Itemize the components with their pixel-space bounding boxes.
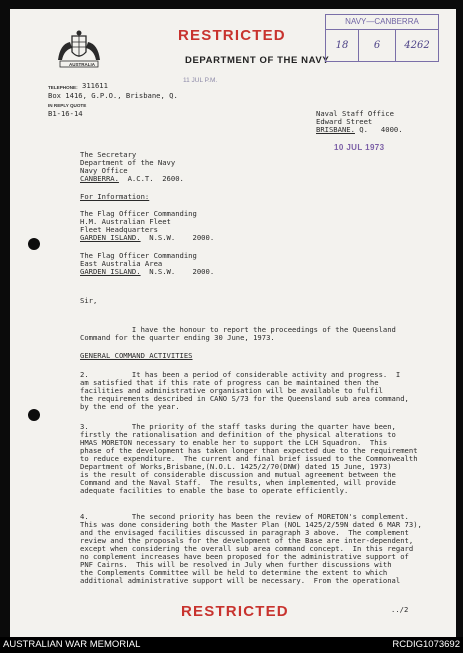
recipient-line-3: Navy Office [80,166,128,175]
sender-city: BRISBANE. [316,125,355,134]
recipient-state-post: A.C.T. 2600. [118,174,184,183]
paragraph-line: HMAS MORETON necessary to enable her to support the LCH Squadron. This [80,438,388,447]
paragraph-line: am satisfied that if this rate of progress can be maintained then the [80,378,379,387]
for-information-label: For Information: [80,192,150,201]
paragraph-line: review and the proposals for the development of the Base are inter-dependent, [80,536,414,545]
paragraph-line: phase of the development has taken longer than expected due to the requirement [80,446,418,455]
telephone-number: 311611 [82,81,108,90]
paragraph-line: the requirements described in CANO S/73 for the Queensland sub area command, [80,394,409,403]
sender-line-3 [316,126,403,134]
sender-line-1: Naval Staff Office [316,109,394,118]
paragraph-line: additional administrative support will be necessary. From the operational [80,576,401,585]
section-heading: GENERAL COMMAND ACTIVITIES [80,351,193,360]
recipient-city: CANBERRA. [80,174,119,183]
paragraph-line: firstly the rationalisation and definition of the physical alterations to [80,430,396,439]
footer-source: AUSTRALIAN WAR MEMORIAL [3,639,141,650]
recipient-line-4 [80,175,184,183]
archive-footer [0,637,463,653]
paragraph-line: Command and the Naval Staff. The results, when implemented, will provide [80,478,396,487]
department-title: DEPARTMENT OF THE NAVY [185,55,330,66]
return-address: Box 1416, G.P.O., Brisbane, Q. [48,91,178,100]
punch-hole-top [28,238,40,250]
paragraph-line: This was done considering both the Master Plan (NOL 1425/2/59N dated 6 MAR 73), [80,520,422,529]
recipient-line-2: Department of the Navy [80,158,176,167]
paragraph-line: and the envisaged facilities discussed in paragraph 3 above. The complement [80,528,409,537]
paragraph-line: 3. The priority of the staff tasks during the quarter have been, [80,422,396,431]
intro-line-2: Command for the quarter ending 30 June, 1973. [80,333,275,342]
sender-state-post: Q. 4000. [354,125,403,134]
classification-top: RESTRICTED [178,27,286,44]
paragraph-line: 4. The second priority has been the review of MORETON's complement. [80,512,409,521]
stamp-title: NAVY—CANBERRA [326,15,438,30]
telephone-label: TELEPHONE: [48,85,78,90]
cc1-line-1: The Flag Officer Commanding [80,209,197,218]
cc1-line-3: Fleet Headquarters [80,225,158,234]
paragraph-line: to reduce expenditure. The current and final brief issued to the Commonwealth [80,454,418,463]
reply-quote-label: IN REPLY QUOTE [48,103,87,108]
cc2-line-1: The Flag Officer Commanding [80,251,197,260]
paragraph-line: adequate facilities to enable the base to operate efficiently. [80,486,349,495]
paragraph-line: is the result of considerable discussion and mutual agreement between the [80,470,396,479]
paragraph-line: by the end of the year. [80,402,180,411]
cc1-line-4 [80,234,214,242]
coat-of-arms-crest [50,30,108,70]
cc1-place: GARDEN ISLAND. [80,233,141,242]
stamp-cell-2: 6 [359,30,396,61]
page-continuation: ../2 [391,605,409,614]
paragraph-line: 2. It has been a period of considerable activity and progress. I [80,370,401,379]
stamp-cell-1: 18 [326,30,359,61]
recipient-line-1: The Secretary [80,150,137,159]
paragraph-line: PNF Cairns. This will be resolved in July when further discussions with [80,560,392,569]
pencil-annotation: 11 JUL P.M. [183,77,218,84]
intro-line-1: I have the honour to report the proceedings of the Queensland [80,325,396,334]
paragraph-line: the Complements Committee will be held to determine the extent to which [80,568,388,577]
cc2-line-2: East Australia Area [80,259,163,268]
paragraph-line: except when considering the overall sub area command concept. In this regard [80,544,414,553]
classification-bottom: RESTRICTED [181,603,289,620]
cc1-state-post: N.S.W. 2000. [140,233,215,242]
cc2-line-3 [80,268,214,276]
paragraph-line: no complement increases have been proposed for the administrative support of [80,552,409,561]
cc2-state-post: N.S.W. 2000. [140,267,215,276]
cc2-place: GARDEN ISLAND. [80,267,141,276]
reference-number: B1-16-14 [48,109,83,118]
paragraph-line: Department of Works,Brisbane,(N.O.L. 1425/2/70(DNW) dated 15 June, 1973) [80,462,392,471]
sender-line-2: Edward Street [316,117,373,126]
salutation: Sir, [80,296,98,305]
date-stamp: 10 JUL 1973 [334,143,385,152]
cc1-line-2: H.M. Australian Fleet [80,217,171,226]
registry-stamp [325,14,439,62]
punch-hole-bottom [28,409,40,421]
paragraph-line: facilities and administrative organisation will be available to fulfil [80,386,383,395]
stamp-cell-3: 4262 [404,40,430,51]
crest-label: AUSTRALIA [69,62,95,67]
footer-id: RCDIG1073692 [392,639,460,650]
